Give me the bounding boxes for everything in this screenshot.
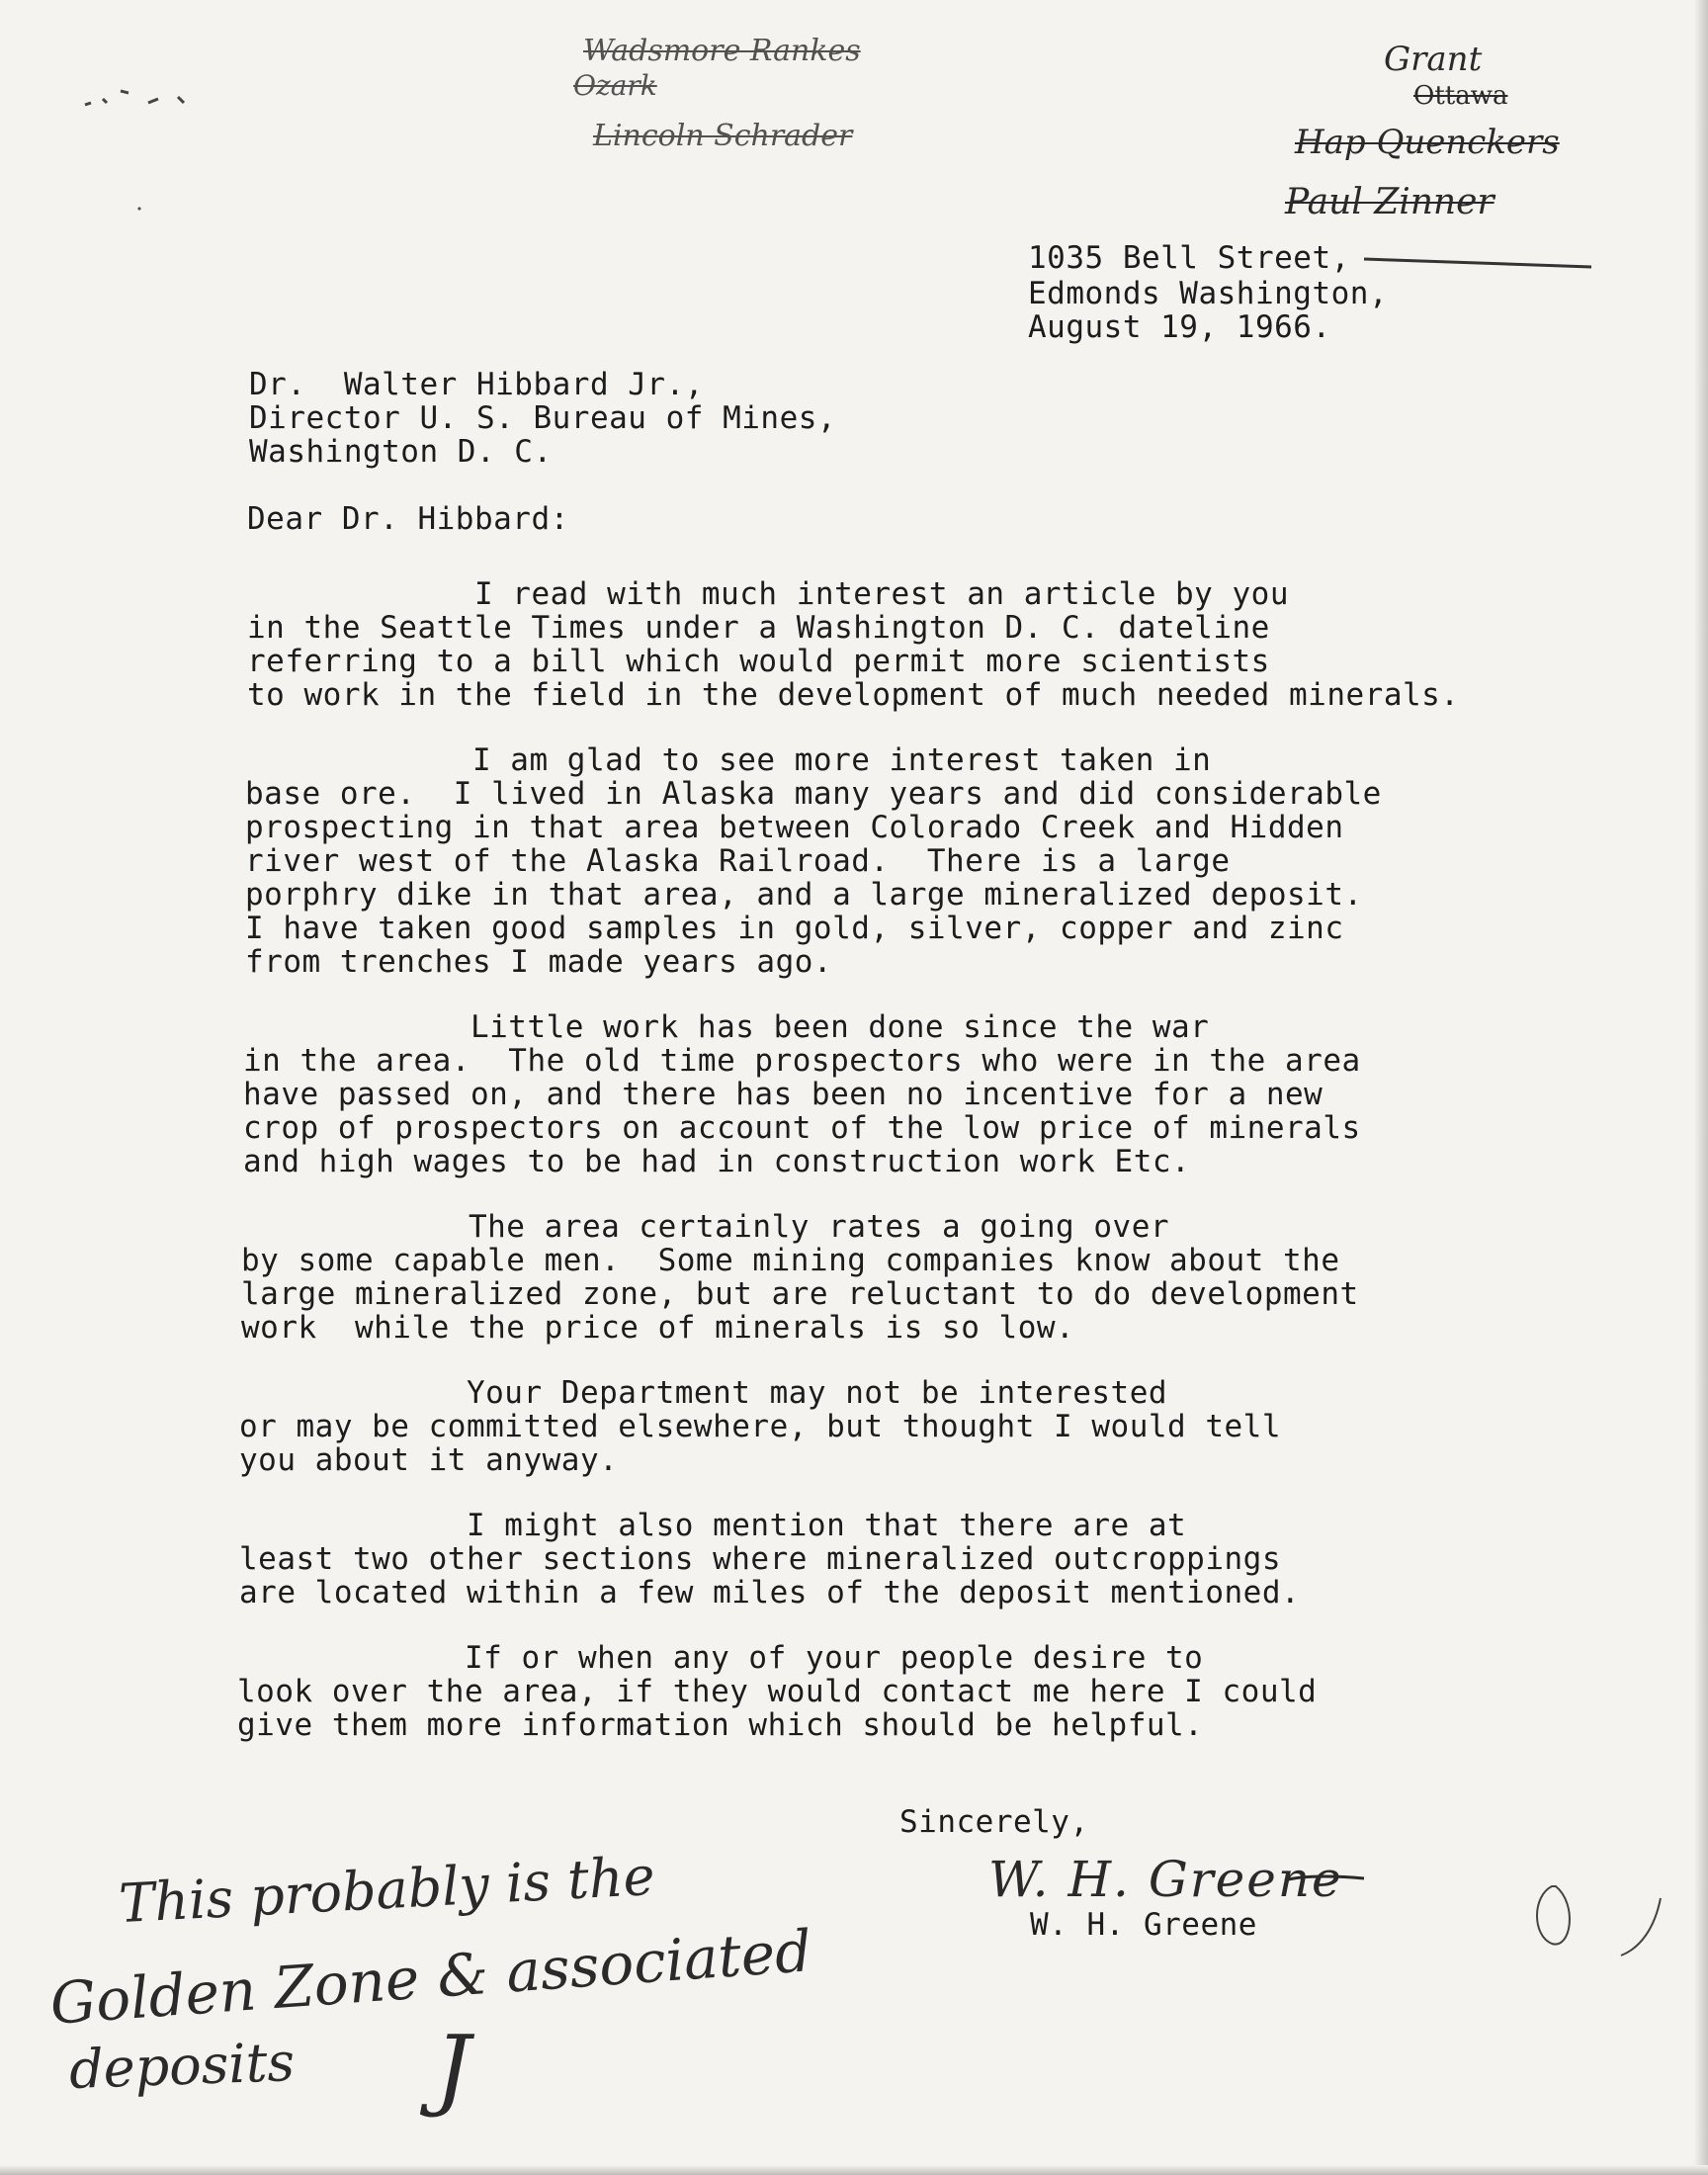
body-line: I read with much interest an article by you — [247, 576, 1289, 612]
typed-name: W. H. Greene — [1030, 1907, 1257, 1943]
body-line: and high wages to be had in construction work Etc. — [243, 1144, 1191, 1179]
routing-name-hap: Hap Quenckers — [1295, 123, 1560, 162]
routing-name-ottawa: Ottawa — [1413, 81, 1508, 111]
handwritten-initial: J — [435, 2017, 471, 2121]
body-line: in the Seattle Times under a Washington D. C. dateline — [247, 610, 1270, 646]
return-city: Edmonds Washington, — [1028, 276, 1389, 311]
routing-name-1: Wadsmore Rankes — [583, 34, 861, 68]
salutation: Dear Dr. Hibbard: — [247, 501, 569, 537]
body-line: least two other sections where mineralized outcroppings — [239, 1541, 1281, 1577]
body-line: have passed on, and there has been no incentive for a new — [243, 1077, 1324, 1112]
body-line: Your Department may not be interested — [239, 1375, 1168, 1411]
body-line: I am glad to see more interest taken in — [245, 742, 1212, 778]
body-line: If or when any of your people desire to — [237, 1640, 1204, 1676]
body-line: I have taken good samples in gold, silver, copper and zinc — [245, 911, 1344, 946]
return-street: 1035 Bell Street, — [1028, 240, 1350, 276]
body-line: work while the price of minerals is so low. — [241, 1310, 1075, 1346]
body-line: referring to a bill which would permit more scientists — [247, 644, 1270, 679]
strike-dash — [1364, 259, 1591, 267]
stray-dot — [138, 208, 140, 210]
body-line: or may be committed elsewhere, but thought I would tell — [239, 1409, 1281, 1444]
margin-curve-mark — [1621, 1898, 1661, 1956]
body-line: large mineralized zone, but are reluctant to do development — [241, 1276, 1359, 1312]
body-line: are located within a few miles of the deposit mentioned. — [239, 1575, 1301, 1610]
body-line: crop of prospectors on account of the low price of minerals — [243, 1110, 1361, 1146]
stray-marks-top-left — [85, 91, 184, 105]
routing-name-2: Ozark — [573, 69, 657, 102]
handwritten-note-line-3: deposits — [67, 2031, 297, 2101]
body-line: river west of the Alaska Railroad. There is a large — [245, 843, 1231, 879]
body-line: by some capable men. Some mining companies know about the — [241, 1243, 1340, 1278]
page-edge-right — [1694, 0, 1708, 2175]
letter-date: August 19, 1966. — [1028, 309, 1331, 345]
routing-name-3: Lincoln Schrader — [593, 119, 853, 153]
margin-loop-mark — [1537, 1886, 1570, 1945]
recipient-line-3: Washington D. C. — [249, 434, 553, 470]
routing-name-paul: Paul Zinner — [1285, 182, 1494, 222]
routing-name-grant: Grant — [1384, 40, 1483, 79]
signature: W. H. Greene — [988, 1851, 1343, 1908]
body-line: I might also mention that there are at — [239, 1508, 1187, 1543]
body-line: in the area. The old time prospectors who were in the area — [243, 1043, 1361, 1079]
recipient-line-2: Director U. S. Bureau of Mines, — [249, 400, 837, 436]
body-line: base ore. I lived in Alaska many years and did considerable — [245, 776, 1382, 812]
closing: Sincerely, — [899, 1804, 1089, 1840]
body-line: you about it anyway. — [239, 1442, 619, 1478]
handwritten-note-line-2: Golden Zone & associated — [47, 1917, 814, 2038]
page-edge-bottom — [0, 2165, 1708, 2175]
body-line: The area certainly rates a going over — [241, 1209, 1170, 1245]
recipient-line-1: Dr. Walter Hibbard Jr., — [249, 367, 704, 402]
body-line: from trenches I made years ago. — [245, 944, 833, 980]
body-line: porphry dike in that area, and a large mineralized deposit. — [245, 877, 1363, 913]
body-line: Little work has been done since the war — [243, 1009, 1210, 1045]
body-line: prospecting in that area between Colorado Creek and Hidden — [245, 810, 1344, 845]
handwritten-note-line-1: This probably is the — [117, 1844, 656, 1936]
body-line: look over the area, if they would contact me here I could — [237, 1674, 1318, 1709]
body-line: give them more information which should be helpful. — [237, 1707, 1204, 1743]
body-line: to work in the field in the development of much needed minerals. — [247, 677, 1460, 713]
